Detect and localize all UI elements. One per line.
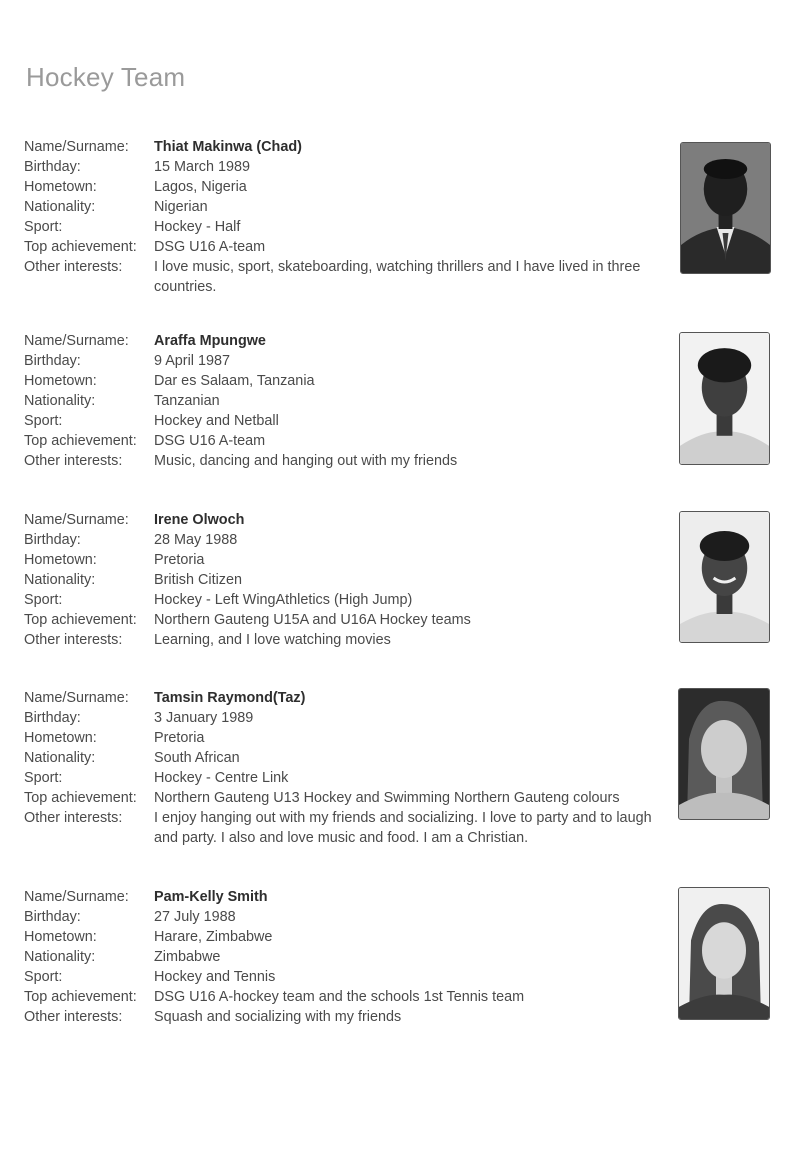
birthday-row bbox=[24, 708, 780, 728]
nationality-row bbox=[24, 570, 780, 590]
name-label: Name/Surname: bbox=[24, 512, 129, 528]
name-row bbox=[24, 688, 780, 708]
achievement-row bbox=[24, 610, 780, 630]
hometown-label: Hometown: bbox=[24, 179, 97, 195]
hometown-label: Hometown: bbox=[24, 373, 97, 389]
name-row bbox=[24, 137, 780, 157]
name-row bbox=[24, 510, 780, 530]
nationality-row bbox=[24, 197, 780, 217]
profile-card bbox=[24, 137, 780, 297]
name-label: Name/Surname: bbox=[24, 889, 129, 905]
hometown-row bbox=[24, 550, 780, 570]
name-label: Name/Surname: bbox=[24, 690, 129, 706]
achievement-row bbox=[24, 431, 780, 451]
sport-label: Sport: bbox=[24, 413, 63, 429]
hometown-row bbox=[24, 371, 780, 391]
name-row bbox=[24, 331, 780, 351]
achievement-value: Northern Gauteng U13 Hockey and Swimming Northern Gauteng colours bbox=[154, 790, 620, 806]
hometown-row bbox=[24, 177, 780, 197]
nationality-value: Nigerian bbox=[154, 199, 208, 215]
name-value: Irene Olwoch bbox=[154, 512, 245, 528]
profile-photo bbox=[678, 688, 770, 820]
achievement-row bbox=[24, 237, 780, 257]
profile-card bbox=[24, 887, 780, 1027]
nationality-value: South African bbox=[154, 750, 240, 766]
birthday-label: Birthday: bbox=[24, 710, 81, 726]
nationality-label: Nationality: bbox=[24, 750, 96, 766]
nationality-row bbox=[24, 748, 780, 768]
achievement-label: Top achievement: bbox=[24, 433, 137, 449]
nationality-value: Tanzanian bbox=[154, 393, 220, 409]
interests-label: Other interests: bbox=[24, 1009, 123, 1025]
interests-value: Squash and socializing with my friends bbox=[154, 1009, 402, 1025]
sport-label: Sport: bbox=[24, 969, 63, 985]
page-title: Hockey Team bbox=[26, 62, 186, 92]
sport-value: Hockey - Half bbox=[154, 219, 241, 235]
sport-value: Hockey - Centre Link bbox=[154, 770, 289, 786]
nationality-label: Nationality: bbox=[24, 393, 96, 409]
profile-card bbox=[24, 688, 780, 848]
achievement-label: Top achievement: bbox=[24, 989, 137, 1005]
interests-value: I enjoy hanging out with my friends and socializing. I love to party and to laugh and party. I also and love music and food. I am a Christian. bbox=[154, 810, 652, 846]
interests-label: Other interests: bbox=[24, 453, 123, 469]
nationality-value: British Citizen bbox=[154, 572, 242, 588]
interests-row bbox=[24, 1007, 780, 1027]
achievement-label: Top achievement: bbox=[24, 790, 137, 806]
interests-label: Other interests: bbox=[24, 810, 123, 826]
name-row bbox=[24, 887, 780, 907]
achievement-row bbox=[24, 987, 780, 1007]
sport-label: Sport: bbox=[24, 770, 63, 786]
interests-value: Learning, and I love watching movies bbox=[154, 632, 391, 648]
interests-label: Other interests: bbox=[24, 632, 123, 648]
nationality-label: Nationality: bbox=[24, 199, 96, 215]
portrait-image bbox=[681, 143, 770, 273]
name-value: Araffa Mpungwe bbox=[154, 333, 266, 349]
achievement-value: DSG U16 A-team bbox=[154, 433, 266, 449]
name-value: Thiat Makinwa (Chad) bbox=[154, 139, 302, 155]
profile-photo bbox=[679, 332, 770, 465]
hometown-value: Lagos, Nigeria bbox=[154, 179, 247, 195]
birthday-row bbox=[24, 157, 780, 177]
profile-photo bbox=[680, 142, 771, 274]
birthday-value: 27 July 1988 bbox=[154, 909, 236, 925]
achievement-value: DSG U16 A-hockey team and the schools 1st Tennis team bbox=[154, 989, 525, 1005]
interests-value: Music, dancing and hanging out with my friends bbox=[154, 453, 458, 469]
nationality-row bbox=[24, 391, 780, 411]
achievement-value: DSG U16 A-team bbox=[154, 239, 266, 255]
portrait-image bbox=[680, 512, 769, 642]
achievement-value: Northern Gauteng U15A and U16A Hockey teams bbox=[154, 612, 471, 628]
nationality-label: Nationality: bbox=[24, 949, 96, 965]
achievement-label: Top achievement: bbox=[24, 239, 137, 255]
interests-label: Other interests: bbox=[24, 259, 123, 275]
portrait-image bbox=[679, 689, 769, 819]
sport-row bbox=[24, 217, 780, 237]
sport-label: Sport: bbox=[24, 219, 63, 235]
sport-label: Sport: bbox=[24, 592, 63, 608]
interests-row bbox=[24, 451, 780, 471]
sport-row bbox=[24, 590, 780, 610]
interests-row bbox=[24, 630, 780, 650]
interests-value: I love music, sport, skateboarding, watching thrillers and I have lived in three countries. bbox=[154, 259, 641, 295]
sport-row bbox=[24, 411, 780, 431]
name-value: Tamsin Raymond(Taz) bbox=[154, 690, 306, 706]
nationality-label: Nationality: bbox=[24, 572, 96, 588]
birthday-label: Birthday: bbox=[24, 532, 81, 548]
hometown-row bbox=[24, 728, 780, 748]
birthday-value: 15 March 1989 bbox=[154, 159, 250, 175]
name-value: Pam-Kelly Smith bbox=[154, 889, 268, 905]
birthday-value: 28 May 1988 bbox=[154, 532, 238, 548]
name-label: Name/Surname: bbox=[24, 333, 129, 349]
hometown-value: Harare, Zimbabwe bbox=[154, 929, 273, 945]
birthday-value: 9 April 1987 bbox=[154, 353, 231, 369]
hometown-value: Pretoria bbox=[154, 730, 205, 746]
birthday-label: Birthday: bbox=[24, 159, 81, 175]
sport-row bbox=[24, 768, 780, 788]
nationality-value: Zimbabwe bbox=[154, 949, 221, 965]
profile-photo bbox=[678, 887, 770, 1020]
hometown-value: Pretoria bbox=[154, 552, 205, 568]
interests-row bbox=[24, 808, 780, 848]
nationality-row bbox=[24, 947, 780, 967]
hometown-value: Dar es Salaam, Tanzania bbox=[154, 373, 315, 389]
birthday-row bbox=[24, 907, 780, 927]
sport-value: Hockey and Netball bbox=[154, 413, 279, 429]
birthday-label: Birthday: bbox=[24, 909, 81, 925]
name-label: Name/Surname: bbox=[24, 139, 129, 155]
sport-value: Hockey - Left WingAthletics (High Jump) bbox=[154, 592, 413, 608]
hometown-row bbox=[24, 927, 780, 947]
birthday-row bbox=[24, 351, 780, 371]
profile-photo bbox=[679, 511, 770, 643]
interests-row bbox=[24, 257, 780, 297]
portrait-image bbox=[679, 888, 769, 1019]
birthday-label: Birthday: bbox=[24, 353, 81, 369]
hometown-label: Hometown: bbox=[24, 929, 97, 945]
birthday-row bbox=[24, 530, 780, 550]
profile-card bbox=[24, 510, 780, 650]
portrait-image bbox=[680, 333, 769, 464]
birthday-value: 3 January 1989 bbox=[154, 710, 254, 726]
hometown-label: Hometown: bbox=[24, 552, 97, 568]
profile-card bbox=[24, 331, 780, 471]
achievement-row bbox=[24, 788, 780, 808]
sport-row bbox=[24, 967, 780, 987]
sport-value: Hockey and Tennis bbox=[154, 969, 276, 985]
hometown-label: Hometown: bbox=[24, 730, 97, 746]
achievement-label: Top achievement: bbox=[24, 612, 137, 628]
